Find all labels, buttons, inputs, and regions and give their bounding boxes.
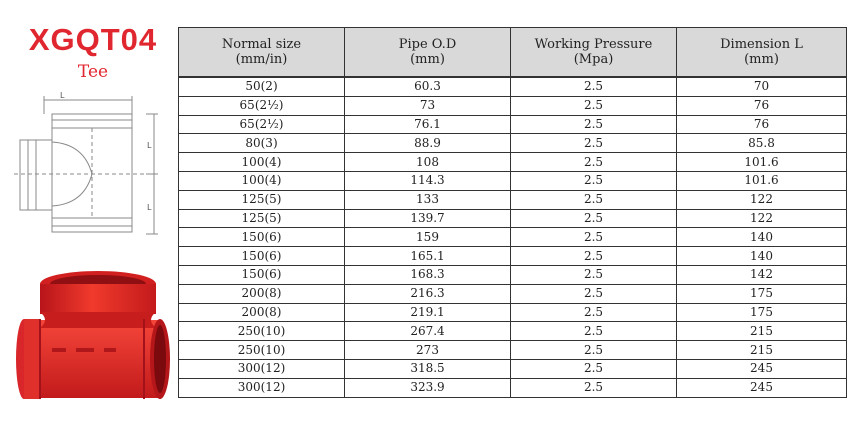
table-cell: 165.1 — [345, 247, 511, 266]
table-cell: 215 — [677, 322, 847, 341]
table-cell: 2.5 — [511, 228, 677, 247]
table-row — [179, 247, 847, 266]
table-cell: 100(4) — [179, 153, 345, 172]
table-row — [179, 209, 847, 228]
table-cell: 133 — [345, 190, 511, 209]
specification-table — [178, 27, 847, 398]
table-cell: 216.3 — [345, 284, 511, 303]
table-cell: 142 — [677, 265, 847, 284]
table-cell: 150(6) — [179, 247, 345, 266]
table-cell: 114.3 — [345, 171, 511, 190]
table-cell: 2.5 — [511, 378, 677, 397]
table-cell: 100(4) — [179, 171, 345, 190]
table-cell: 2.5 — [511, 359, 677, 378]
table-row — [179, 77, 847, 96]
table-row — [179, 265, 847, 284]
table-cell: 2.5 — [511, 284, 677, 303]
tee-technical-drawing — [14, 92, 164, 252]
table-cell: 101.6 — [677, 171, 847, 190]
table-cell: 76 — [677, 96, 847, 115]
table-cell: 80(3) — [179, 134, 345, 153]
table-cell: 200(8) — [179, 303, 345, 322]
table-cell: 122 — [677, 190, 847, 209]
table-header-row — [179, 28, 847, 78]
table-cell: 2.5 — [511, 96, 677, 115]
table-cell: 2.5 — [511, 322, 677, 341]
table-cell: 2.5 — [511, 247, 677, 266]
table-row — [179, 378, 847, 397]
table-row — [179, 134, 847, 153]
table-row — [179, 115, 847, 134]
table-cell: 65(2½) — [179, 96, 345, 115]
table-cell: 273 — [345, 341, 511, 360]
table-cell: 2.5 — [511, 209, 677, 228]
table-cell: 140 — [677, 247, 847, 266]
table-cell: 108 — [345, 153, 511, 172]
table-cell: 139.7 — [345, 209, 511, 228]
table-row — [179, 96, 847, 115]
table-cell: 125(5) — [179, 190, 345, 209]
table-cell: 175 — [677, 303, 847, 322]
table-cell: 159 — [345, 228, 511, 247]
dimension-label-top: L — [60, 92, 65, 100]
table-row — [179, 153, 847, 172]
table-cell: 2.5 — [511, 190, 677, 209]
table-cell: 85.8 — [677, 134, 847, 153]
table-cell: 76.1 — [345, 115, 511, 134]
table-cell: 2.5 — [511, 134, 677, 153]
table-cell: 175 — [677, 284, 847, 303]
table-cell: 101.6 — [677, 153, 847, 172]
header-dimension-l: Dimension L (mm) — [677, 28, 847, 78]
header-normal-size: Normal size (mm/in) — [179, 28, 345, 78]
table-row — [179, 341, 847, 360]
table-row — [179, 359, 847, 378]
dimension-label-right-upper: L — [147, 141, 152, 150]
table-cell: 2.5 — [511, 153, 677, 172]
table-cell: 150(6) — [179, 265, 345, 284]
table-cell: 2.5 — [511, 303, 677, 322]
table-cell: 150(6) — [179, 228, 345, 247]
table-row — [179, 322, 847, 341]
product-name: Tee — [77, 62, 109, 82]
table-row — [179, 303, 847, 322]
table-cell: 219.1 — [345, 303, 511, 322]
table-row — [179, 190, 847, 209]
table-cell: 88.9 — [345, 134, 511, 153]
table-cell: 200(8) — [179, 284, 345, 303]
table-cell: 300(12) — [179, 378, 345, 397]
table-cell: 245 — [677, 359, 847, 378]
table-cell: 267.4 — [345, 322, 511, 341]
table-cell: 122 — [677, 209, 847, 228]
tee-product-photo — [10, 268, 170, 408]
table-cell: 50(2) — [179, 77, 345, 96]
table-cell: 2.5 — [511, 341, 677, 360]
table-row — [179, 171, 847, 190]
table-cell: 125(5) — [179, 209, 345, 228]
table-cell: 323.9 — [345, 378, 511, 397]
header-working-pressure: Working Pressure (Mpa) — [511, 28, 677, 78]
table-cell: 250(10) — [179, 341, 345, 360]
dimension-label-right-lower: L — [147, 203, 152, 212]
model-title: XGQT04 — [28, 22, 158, 57]
table-cell: 168.3 — [345, 265, 511, 284]
table-cell: 2.5 — [511, 265, 677, 284]
table-cell: 60.3 — [345, 77, 511, 96]
table-cell: 140 — [677, 228, 847, 247]
table-cell: 70 — [677, 77, 847, 96]
table-cell: 65(2½) — [179, 115, 345, 134]
table-cell: 215 — [677, 341, 847, 360]
table-cell: 300(12) — [179, 359, 345, 378]
table-row — [179, 284, 847, 303]
table-cell: 2.5 — [511, 115, 677, 134]
table-cell: 318.5 — [345, 359, 511, 378]
table-cell: 250(10) — [179, 322, 345, 341]
table-cell: 2.5 — [511, 77, 677, 96]
header-pipe-od: Pipe O.D (mm) — [345, 28, 511, 78]
table-cell: 73 — [345, 96, 511, 115]
table-cell: 245 — [677, 378, 847, 397]
table-row — [179, 228, 847, 247]
table-cell: 76 — [677, 115, 847, 134]
table-cell: 2.5 — [511, 171, 677, 190]
